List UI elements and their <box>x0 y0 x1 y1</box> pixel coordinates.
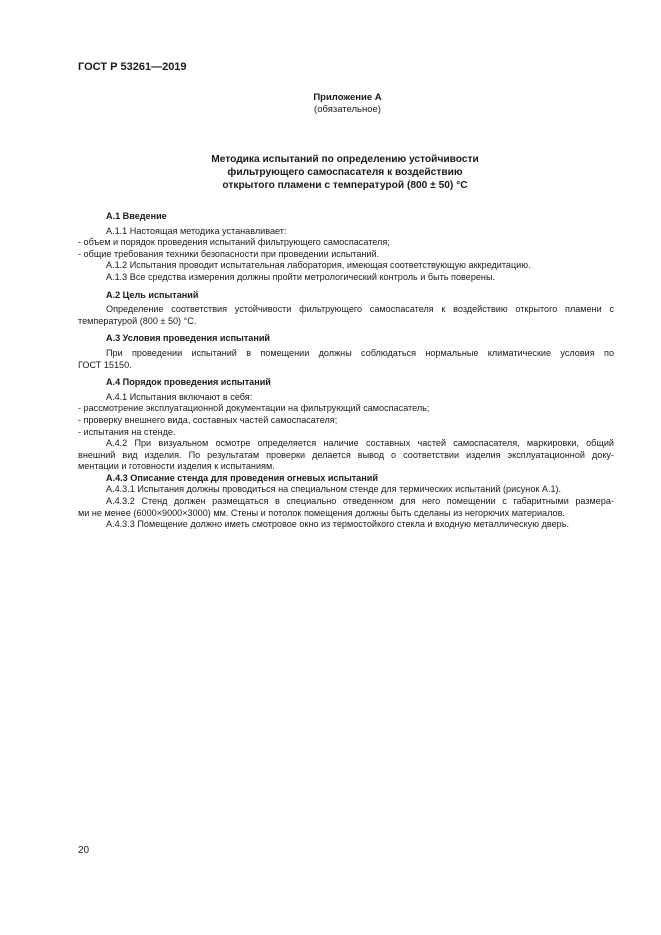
subsection-heading: А.4.3 Описание стенда для проведения огневых испытаний <box>106 472 378 483</box>
paragraph-line: ГОСТ 15150. <box>78 359 132 370</box>
list-item: - рассмотрение эксплуатационной документации на фильтрующий самоспасатель; <box>78 403 430 414</box>
paragraph: А.1.3 Все средства измерения должны пройти метрологический контроль и быть поверены. <box>106 271 496 282</box>
paragraph-line: А.4.2 При визуальном осмотре определяется наличие составных частей самоспасателя, маркировки, общий <box>106 438 614 449</box>
appendix-subtitle: (обязательное) <box>314 104 381 115</box>
paragraph: А.1.1 Настоящая методика устанавливает: <box>106 225 287 236</box>
section-heading: А.4 Порядок проведения испытаний <box>106 377 271 388</box>
paragraph-line: При проведении испытаний в помещении должны соблюдаться нормальные климатические условия по <box>106 347 614 358</box>
section-heading: А.1 Введение <box>106 211 167 221</box>
title-line: открытого пламени с температурой (800 ± 50) °С <box>222 180 468 192</box>
list-item: - общие требования техники безопасности при проведении испытаний. <box>78 248 380 259</box>
list-item: - проверку внешнего вида, составных частей самоспасателя; <box>78 414 338 425</box>
paragraph-line: температурой (800 ± 50) °С. <box>78 315 197 326</box>
title-line: Методика испытаний по определению устойчивости <box>211 154 479 165</box>
document-body <box>78 211 614 531</box>
paragraph: А.4.3.3 Помещение должно иметь смотровое окно из термостойкого стекла и входную металлическую дверь. <box>106 519 569 530</box>
document-code: ГОСТ Р 53261—2019 <box>78 61 187 73</box>
section-heading: А.3 Условия проведения испытаний <box>106 333 271 344</box>
paragraph-line: А.4.3.2 Стенд должен размещаться в специально отведенном для него помещении с габаритными размера- <box>106 496 614 507</box>
list-item: - испытания на стенде. <box>78 426 176 437</box>
paragraph: А.1.2 Испытания проводит испытательная лаборатория, имеющая соответствующую аккредитацию. <box>106 260 531 271</box>
paragraph: А.4.1 Испытания включают в себя: <box>106 391 253 402</box>
section-heading: А.2 Цель испытаний <box>106 289 199 300</box>
paragraph: А.4.3.1 Испытания должны проводиться на специальном стенде для термических испытаний (рисунок А.1). <box>106 484 562 495</box>
list-item: - объем и порядок проведения испытаний фильтрующего самоспасателя; <box>78 237 390 248</box>
paragraph-line: внешний вид изделия. По результатам проверки делается вывод о соответствии изделия эксплуатационной доку- <box>78 449 614 460</box>
title-line: фильтрующего самоспасателя к воздействию <box>227 167 463 179</box>
paragraph-line: ментации и готовности изделия к испытаниям. <box>78 461 275 472</box>
paragraph-line: ми не менее (6000×9000×3000) мм. Стены и потолок помещения должны быть сделаны из негорючих материалов. <box>78 507 565 518</box>
appendix-title: Приложение А <box>313 92 382 103</box>
paragraph-line: Определение соответствия устойчивости фильтрующего самоспасателя к воздействию открытого пламени с <box>106 304 614 315</box>
page-number: 20 <box>78 845 90 856</box>
document-title <box>150 153 540 193</box>
